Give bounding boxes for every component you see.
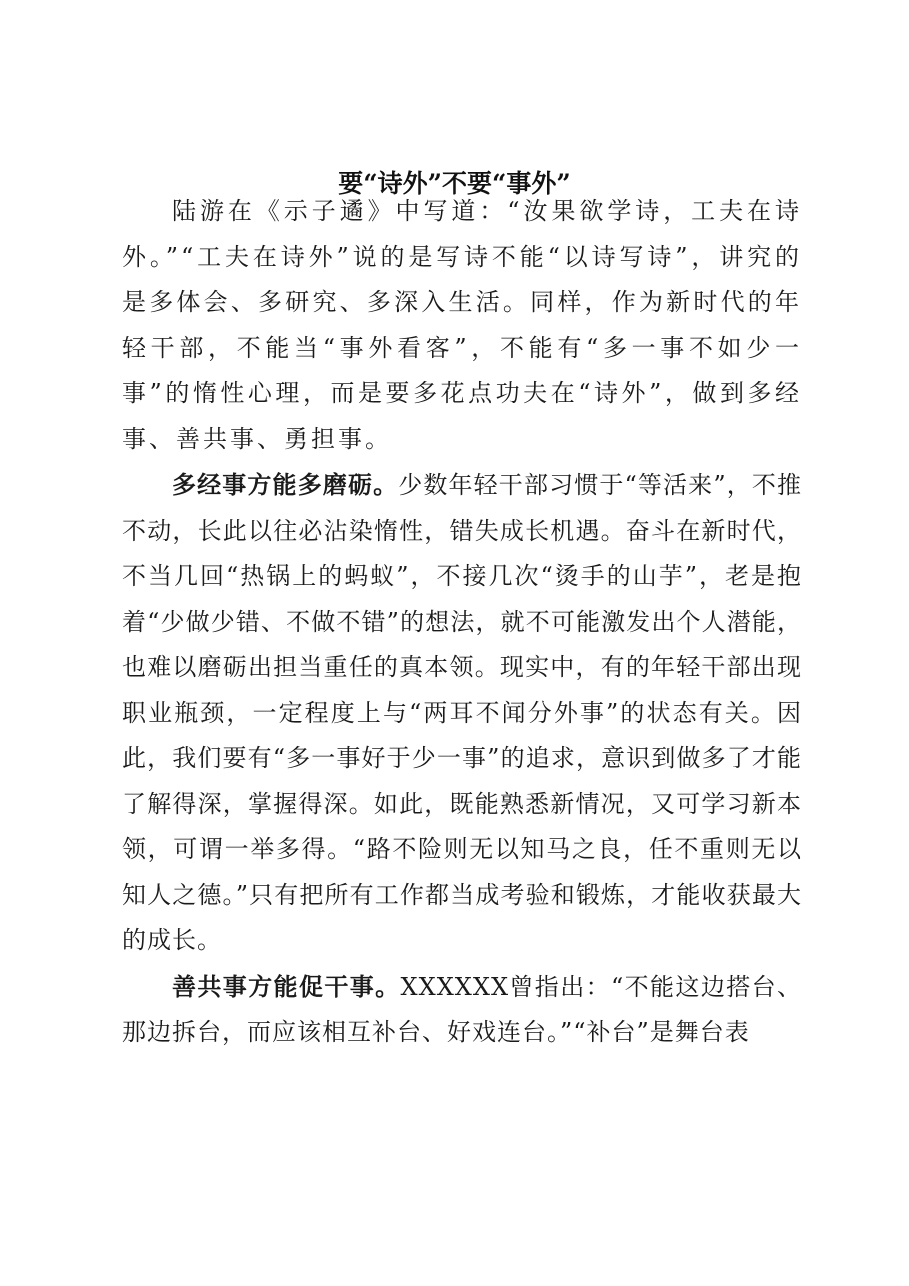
paragraph-shan-gong-shi: [122, 964, 802, 1056]
paragraph-lead: 善共事方能促干事。: [172, 971, 401, 1001]
paragraph-intro: [122, 188, 802, 462]
document-title: 要“诗外”不要“事外”: [338, 169, 571, 198]
paragraph-text: 陆游在《示子遹》中写道：“汝果欲学诗，工夫在诗外。”“工夫在诗外”说的是写诗不能“以诗写诗”，讲究的是多体会、多研究、多深入生活。同样，作为新时代的年轻干部，不能当“事外看客”，不能有“多一事不如少一事”的惰性心理，而是要多花点功夫在“诗外”，做到多经事、善共事、勇担事。: [122, 197, 802, 453]
paragraph-text: 少数年轻干部习惯于“等活来”，不推不动，长此以往必沾染惰性，错失成长机遇。奋斗在新时代，不当几回“热锅上的蚂蚁”，不接几次“烫手的山芋”，老是抱着“少做少错、不做不错”的想法，就不可能激发出个人潜能，也难以磨砺出担当重任的真本领。现实中，有的年轻干部出现职业瓶颈，一定程度上与“两耳不闻分外事”的状态有关。因此，我们要有“多一事好于少一事”的追求，意识到做多了才能了解得深，掌握得深。如此，既能熟悉新情况，又可学习新本领，可谓一举多得。“路不险则无以知马之良，任不重则无以知人之德。”只有把所有工作都当成考验和锻炼，才能收获最大的成长。: [122, 471, 802, 954]
paragraph-duo-jing-shi: [122, 462, 802, 964]
paragraph-lead: 多经事方能多磨砺。: [172, 470, 399, 499]
paragraph-text: XXXXXX曾指出：“不能这边搭台、那边拆台，而应该相互补台、好戏连台。”“补台”是舞台表: [122, 972, 802, 1046]
document-body: [122, 188, 802, 1056]
